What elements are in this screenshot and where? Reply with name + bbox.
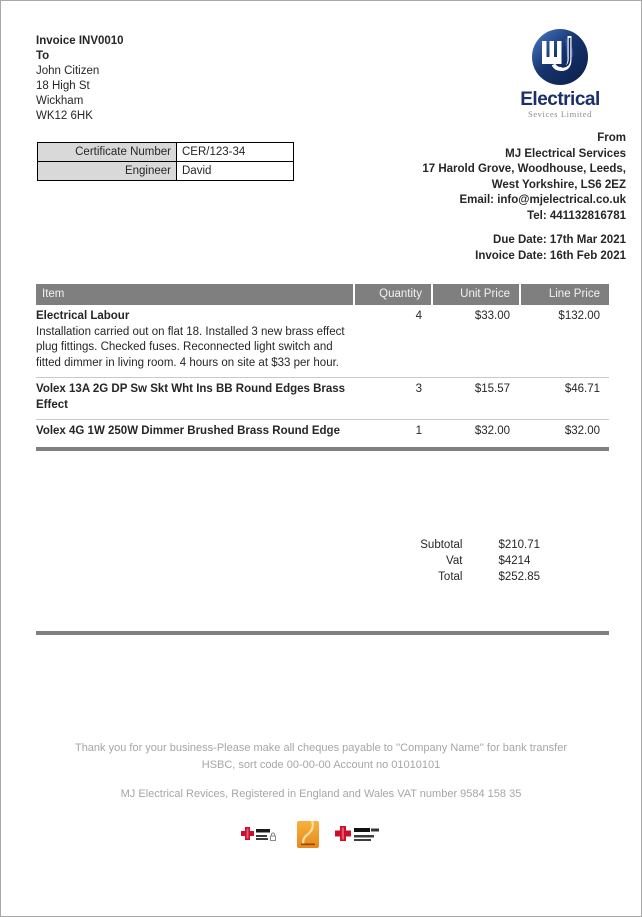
dates-block <box>475 232 626 264</box>
invoice-date: Invoice Date: 16th Feb 2021 <box>475 250 626 262</box>
total-value: $252.85 <box>498 571 541 583</box>
engineer-value: David <box>177 162 294 181</box>
footer-divider-bar <box>36 631 609 635</box>
item-name: Electrical Labour <box>36 310 130 322</box>
item-cell <box>36 382 353 413</box>
column-header-unit-price: Unit Price <box>431 284 519 305</box>
corgi-icon <box>297 821 319 848</box>
table-bottom-bar <box>36 447 609 451</box>
column-header-line-price: Line Price <box>519 284 609 305</box>
certificate-table <box>37 142 294 181</box>
item-quantity: 1 <box>415 425 422 437</box>
approved-contractor-icon <box>241 827 281 843</box>
subtotal-row <box>391 537 561 553</box>
column-header-item: Item <box>36 284 353 305</box>
footer-company-line: MJ Electrical Revices, Registered in England and Wales VAT number 9584 158 35 <box>120 788 522 800</box>
total-row <box>391 569 561 585</box>
recipient-name: John Citizen <box>36 65 100 77</box>
mj-plug-icon <box>531 28 589 86</box>
item-unit-price: $15.57 <box>474 383 510 395</box>
certificate-row <box>38 143 294 162</box>
item-cell <box>36 424 353 440</box>
from-label: From <box>597 132 626 144</box>
item-line-price: $32.00 <box>564 425 600 437</box>
from-block <box>422 131 626 224</box>
footer-thanks <box>1 740 641 774</box>
vat-label: Vat <box>446 555 463 567</box>
column-header-quantity: Quantity <box>353 284 431 305</box>
certification-badges <box>0 821 631 848</box>
due-date: Due Date: 17th Mar 2021 <box>493 234 626 246</box>
recipient-city: Wickham <box>36 95 84 107</box>
from-phone: Tel: 441132816781 <box>527 209 626 222</box>
from-address-1: 17 Harold Grove, Woodhouse, Leeds, <box>422 163 626 175</box>
from-email: Email: info@mjelectrical.co.uk <box>459 194 626 206</box>
certificate-row <box>38 162 294 181</box>
items-table-header <box>36 284 609 305</box>
recipient-postcode: WK12 6HK <box>36 110 93 122</box>
logo-subtitle: Sevices Limited <box>527 109 592 119</box>
table-row <box>36 420 609 446</box>
invoice-number: Invoice INV0010 <box>36 35 124 47</box>
items-table <box>36 284 609 451</box>
recipient-street: 18 High St <box>36 80 90 92</box>
total-label: Total <box>438 571 463 583</box>
from-company: MJ Electrical Services <box>505 147 626 160</box>
item-unit-price: $32.00 <box>474 425 510 437</box>
item-cell <box>36 309 353 371</box>
item-name: Volex 4G 1W 250W Dimmer Brushed Brass Round Edge <box>36 425 340 437</box>
from-address-2: West Yorkshire, LS6 2EZ <box>491 178 626 191</box>
vat-row <box>391 553 561 569</box>
item-unit-price: $33.00 <box>474 310 510 322</box>
item-description: Installation carried out on flat 18. Installed 3 new brass effect plug fittings. Checked fuses. Reconnected light switch and fitted dimmer in living room. 4 hours on site at $33 per hour. <box>36 325 345 369</box>
subtotal-value: $210.71 <box>498 539 541 551</box>
certificate-number-value: CER/123-34 <box>177 143 294 162</box>
logo-title: Electrical <box>520 89 600 110</box>
totals-block <box>391 537 561 585</box>
table-row <box>36 305 609 378</box>
item-line-price: $132.00 <box>558 310 600 322</box>
item-quantity: 4 <box>415 310 422 322</box>
approved-contractor-icon <box>335 826 381 844</box>
item-name: Volex 13A 2G DP Sw Skt Wht Ins BB Round Edges Brass Effect <box>36 383 346 411</box>
to-label: To <box>36 50 50 62</box>
item-line-price: $46.71 <box>564 383 600 395</box>
recipient-block <box>36 34 124 124</box>
company-logo <box>517 28 603 119</box>
footer-thanks-line: Thank you for your business-Please make all cheques payable to ''Company Name'' for bank transfer <box>74 742 568 754</box>
certificate-number-label: Certificate Number <box>38 143 177 162</box>
footer-bank-line: HSBC, sort code 00-00-00 Account no 01010101 <box>201 759 441 771</box>
subtotal-label: Subtotal <box>420 539 463 551</box>
item-quantity: 3 <box>415 383 422 395</box>
vat-value: $4214 <box>498 555 531 567</box>
engineer-label: Engineer <box>38 162 177 181</box>
table-row <box>36 378 609 420</box>
